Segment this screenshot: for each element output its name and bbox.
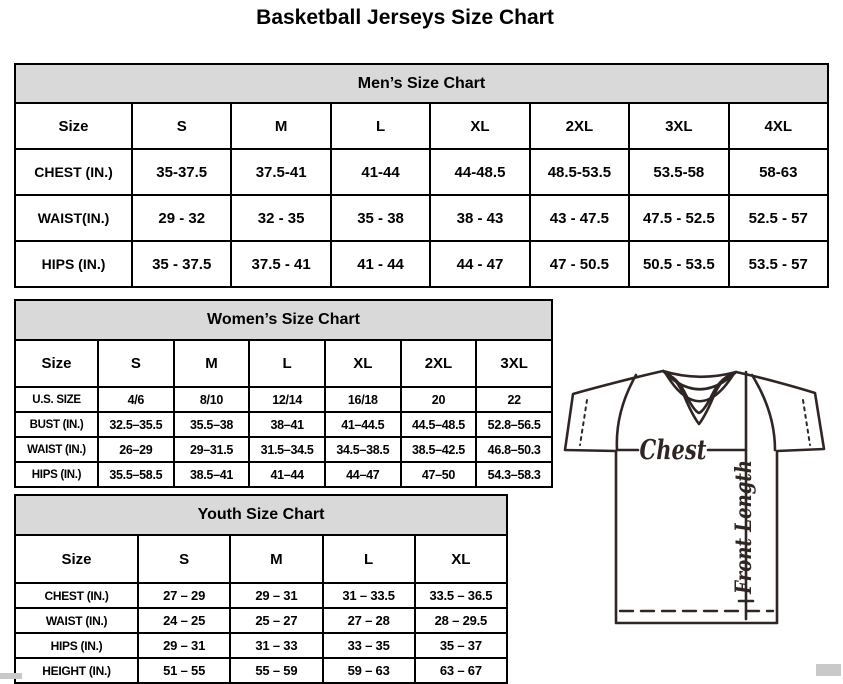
value-cell: 20 [401,387,477,412]
value-cell: 50.5 - 53.5 [629,241,728,287]
chest-label: Chest [639,435,707,466]
value-cell: 31 – 33.5 [323,583,415,608]
mens-size-table [14,63,829,288]
value-cell: 27 – 29 [138,583,230,608]
value-cell: 8/10 [174,387,250,412]
value-cell: 25 – 27 [230,608,322,633]
value-cell: 44 - 47 [430,241,529,287]
value-cell: 58-63 [729,149,828,195]
col-header-cell: Size [15,340,98,387]
youth-column-header-row [15,535,507,583]
value-cell: 22 [476,387,552,412]
table-row [15,633,507,658]
value-cell: 44–47 [325,462,401,487]
col-header-cell: L [323,535,415,583]
value-cell: 43 - 47.5 [530,195,629,241]
table-row [15,149,828,195]
col-header-cell: 3XL [629,103,728,149]
col-header-cell: XL [430,103,529,149]
value-cell: 41 - 44 [331,241,430,287]
value-cell: 34.5–38.5 [325,437,401,462]
value-cell: 26–29 [98,437,174,462]
youth-size-chart [14,494,508,684]
row-label-cell: CHEST (IN.) [15,583,138,608]
page-title: Basketball Jerseys Size Chart [256,6,554,29]
womens-title-row [15,300,552,340]
col-header-cell: L [249,340,325,387]
row-label-cell: WAIST (IN.) [15,608,138,633]
table-row [15,412,552,437]
value-cell: 37.5 - 41 [231,241,330,287]
youth-size-table [14,494,508,684]
table-row [15,241,828,287]
value-cell: 44.5–48.5 [401,412,477,437]
table-row [15,387,552,412]
jersey-measurement-diagram [556,362,832,662]
col-header-cell: 4XL [729,103,828,149]
col-header-cell: 2XL [530,103,629,149]
value-cell: 31 – 33 [230,633,322,658]
col-header-cell: 3XL [476,340,552,387]
row-label-cell: BUST (IN.) [15,412,98,437]
value-cell: 53.5 - 57 [729,241,828,287]
col-header-cell: S [132,103,231,149]
value-cell: 54.3–58.3 [476,462,552,487]
col-header-cell: S [138,535,230,583]
col-header-cell: M [174,340,250,387]
col-header-cell: Size [15,535,138,583]
col-header-cell: S [98,340,174,387]
value-cell: 47–50 [401,462,477,487]
row-label-cell: WAIST (IN.) [15,437,98,462]
value-cell: 29 - 32 [132,195,231,241]
value-cell: 33 – 35 [323,633,415,658]
value-cell: 37.5-41 [231,149,330,195]
table-row [15,195,828,241]
mens-size-chart [14,63,829,288]
value-cell: 51 – 55 [138,658,230,683]
value-cell: 52.5 - 57 [729,195,828,241]
value-cell: 16/18 [325,387,401,412]
value-cell: 35 - 38 [331,195,430,241]
table-row [15,608,507,633]
horizontal-scrollbar-piece[interactable] [0,673,22,679]
row-label-cell: HEIGHT (IN.) [15,658,138,683]
scrollbar-corner-piece[interactable] [816,664,841,676]
value-cell: 41–44 [249,462,325,487]
value-cell: 52.8–56.5 [476,412,552,437]
value-cell: 47 - 50.5 [530,241,629,287]
row-label-cell: HIPS (IN.) [15,462,98,487]
col-header-cell: Size [15,103,132,149]
value-cell: 55 – 59 [230,658,322,683]
col-header-cell: XL [325,340,401,387]
value-cell: 33.5 – 36.5 [415,583,507,608]
value-cell: 32 - 35 [231,195,330,241]
table-row [15,437,552,462]
value-cell: 29 – 31 [138,633,230,658]
col-header-cell: XL [415,535,507,583]
table-row [15,462,552,487]
value-cell: 41–44.5 [325,412,401,437]
row-label-cell: HIPS (IN.) [15,633,138,658]
value-cell: 35 – 37 [415,633,507,658]
value-cell: 35 - 37.5 [132,241,231,287]
value-cell: 38–41 [249,412,325,437]
value-cell: 63 – 67 [415,658,507,683]
value-cell: 53.5-58 [629,149,728,195]
col-header-cell: L [331,103,430,149]
value-cell: 46.8–50.3 [476,437,552,462]
youth-title-row [15,495,507,535]
womens-column-header-row [15,340,552,387]
value-cell: 35.5–38 [174,412,250,437]
value-cell: 32.5–35.5 [98,412,174,437]
value-cell: 47.5 - 52.5 [629,195,728,241]
value-cell: 27 – 28 [323,608,415,633]
value-cell: 59 – 63 [323,658,415,683]
table-row [15,658,507,683]
value-cell: 41-44 [331,149,430,195]
value-cell: 38 - 43 [430,195,529,241]
value-cell: 29–31.5 [174,437,250,462]
col-header-cell: M [231,103,330,149]
value-cell: 35.5–58.5 [98,462,174,487]
row-label-cell: U.S. SIZE [15,387,98,412]
value-cell: 28 – 29.5 [415,608,507,633]
value-cell: 24 – 25 [138,608,230,633]
table-row [15,583,507,608]
value-cell: 31.5–34.5 [249,437,325,462]
front-length-label: Front Length [731,431,757,594]
womens-table-title: Women’s Size Chart [15,300,552,340]
value-cell: 12/14 [249,387,325,412]
value-cell: 38.5–42.5 [401,437,477,462]
womens-size-chart [14,299,553,488]
value-cell: 4/6 [98,387,174,412]
mens-table-title: Men’s Size Chart [15,64,828,103]
value-cell: 44-48.5 [430,149,529,195]
value-cell: 29 – 31 [230,583,322,608]
value-cell: 38.5–41 [174,462,250,487]
youth-table-title: Youth Size Chart [15,495,507,535]
row-label-cell: WAIST(IN.) [15,195,132,241]
mens-column-header-row [15,103,828,149]
col-header-cell: M [230,535,322,583]
row-label-cell: HIPS (IN.) [15,241,132,287]
womens-size-table [14,299,553,488]
col-header-cell: 2XL [401,340,477,387]
row-label-cell: CHEST (IN.) [15,149,132,195]
value-cell: 48.5-53.5 [530,149,629,195]
value-cell: 35-37.5 [132,149,231,195]
mens-title-row [15,64,828,103]
